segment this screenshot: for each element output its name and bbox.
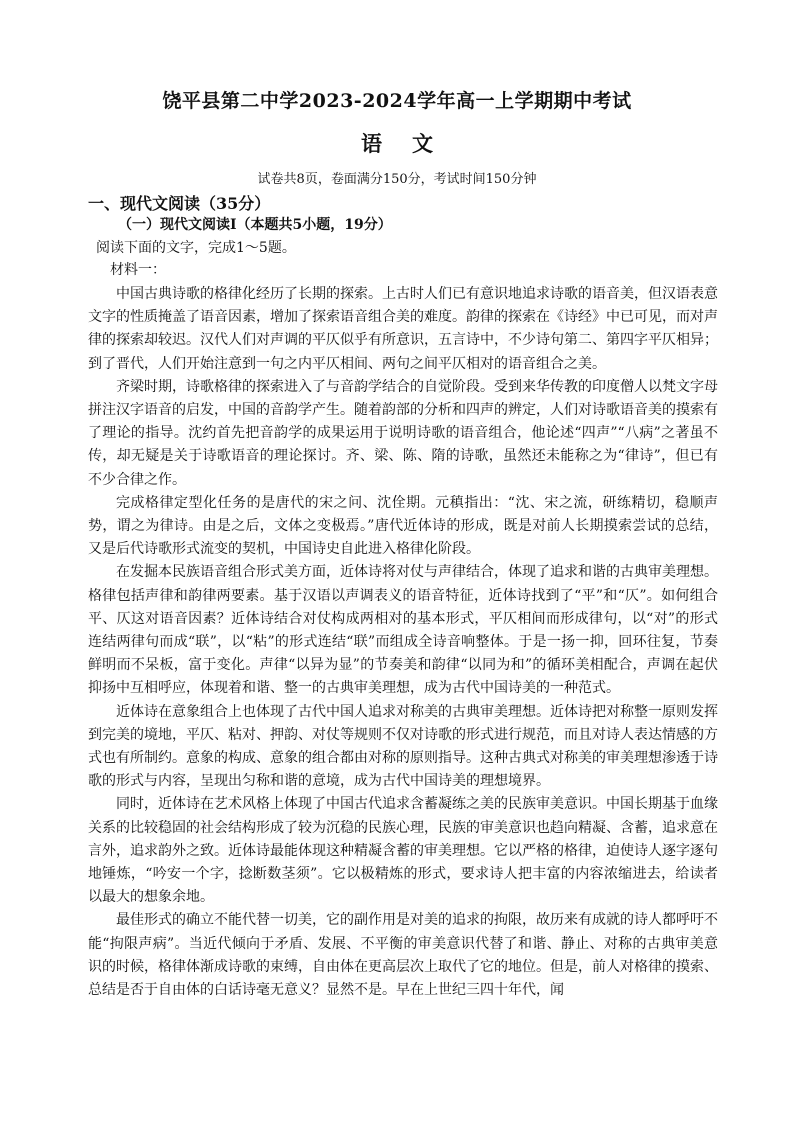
passage-paragraph: 中国古典诗歌的格律化经历了长期的探索。上古时人们已有意识地追求诗歌的语音美，但汉语表意文字的性质掩盖了语音因素，增加了探索语音组合美的难度。韵律的探索在《诗经》中已可见，而对声律的探索却较迟。汉代人们对声调的平仄似乎有所意识，五言诗中，不少诗句第二、第四字平仄相异；到了晋代，人们开始注意到一句之内平仄相间、两句之间平仄相对的语音组合之美。 [88,286,718,372]
passage-paragraph: 完成格律定型化任务的是唐代的宋之问、沈佺期。元稹指出：“沈、宋之流，研练精切，稳顺声势，谓之为律诗。由是之后，文体之变极焉。”唐代近体诗的形成，既是对前人长期摸索尝试的总结，又是后代诗歌形式流变的契机，中国诗史自此进入格律化阶段。 [88,494,718,558]
material-label: 材料一： [110,262,166,278]
exam-info: 试卷共8页，卷面满分150分，考试时间150分钟 [257,172,537,187]
reading-instruction: 阅读下面的文字，完成1～5题。 [96,240,296,256]
reading-passage [88,283,718,1118]
passage-paragraph: 在发掘本民族语音组合形式美方面，近体诗将对仗与声律结合，体现了追求和谐的古典审美理想。格律包括声律和韵律两要素。基于汉语以声调表义的语音特征，近体诗找到了“平”和“仄”。如何组合平、仄这对语音因素？近体诗结合对仗构成两相对的基本形式，平仄相间而形成律句，以“对”的形式连结两律句而成“联”，以“粘”的形式连结“联”而组成全诗音响整体。于是一扬一抑，回环往复，节奏鲜明而不呆板，富于变化。声律“以异为显”的节奏美和韵律“以同为和”的循环美相配合，声调在起伏抑扬中互相呼应，体现着和谐、整一的古典审美理想，成为古代中国诗美的一种范式。 [88,564,718,697]
passage-paragraph: 同时，近体诗在艺术风格上体现了中国古代追求含蓄凝练之美的民族审美意识。中国长期基于血缘关系的比较稳固的社会结构形成了较为沉稳的民族心理，民族的审美意识也趋向精凝、含蓄，追求意在言外，追求韵外之致。近体诗最能体现这种精凝含蓄的审美理想。它以严格的格律，迫使诗人逐字逐句地锤炼，“吟安一个字，捻断数茎须”。它以极精炼的形式，要求诗人把丰富的内容浓缩进去，给读者以最大的想象余地。 [88,796,718,906]
passage-paragraph: 齐梁时期，诗歌格律的探索进入了与音韵学结合的自觉阶段。受到来华传教的印度僧人以梵文字母拼注汉字语音的启发，中国的音韵学产生。随着韵部的分析和四声的辨定，人们对诗歌语音美的摸索有了理论的指导。沈约首先把音韵学的成果运用于说明诗歌的语音组合，他论述“四声”“八病”之著虽不传，却无疑是关于诗歌语音的理论探讨。齐、梁、陈、隋的诗歌，虽然还未能称之为“律诗”，但已有不少合律之作。 [88,378,718,488]
subsection-heading: （一）现代文阅读Ⅰ（本题共5小题，19分） [118,217,392,233]
exam-title: 饶平县第二中学2023-2024学年高一上学期期中考试 [162,90,632,112]
passage-paragraph: 最佳形式的确立不能代替一切美，它的副作用是对美的追求的拘限，故历来有成就的诗人都呼吁不能“拘限声病”。当近代倾向于矛盾、发展、不平衡的审美意识代替了和谐、静止、对称的古典审美意识的时候，格律体渐成诗歌的束缚，自由体在更高层次上取代了它的地位。但是，前人对格律的摸索、总结是否于自由体的白话诗毫无意义？显然不是。早在上世纪三四十年代，闻 [88,912,718,999]
section-heading: 一、现代文阅读（35分） [88,194,271,213]
passage-paragraph: 近体诗在意象组合上也体现了古代中国人追求对称美的古典审美理想。近体诗把对称整一原则发挥到完美的境地，平仄、粘对、押韵、对仗等规则不仅对诗歌的形式进行规范，而且对诗人表达情感的方式也有所制约。意象的构成、意象的组合都由对称的原则指导。这种古典式对称美的审美理想渗透于诗歌的形式与内容，呈现出匀称和谐的意境，成为古代中国诗美的理想境界。 [88,703,718,790]
subject-title: 语文 [361,131,463,156]
